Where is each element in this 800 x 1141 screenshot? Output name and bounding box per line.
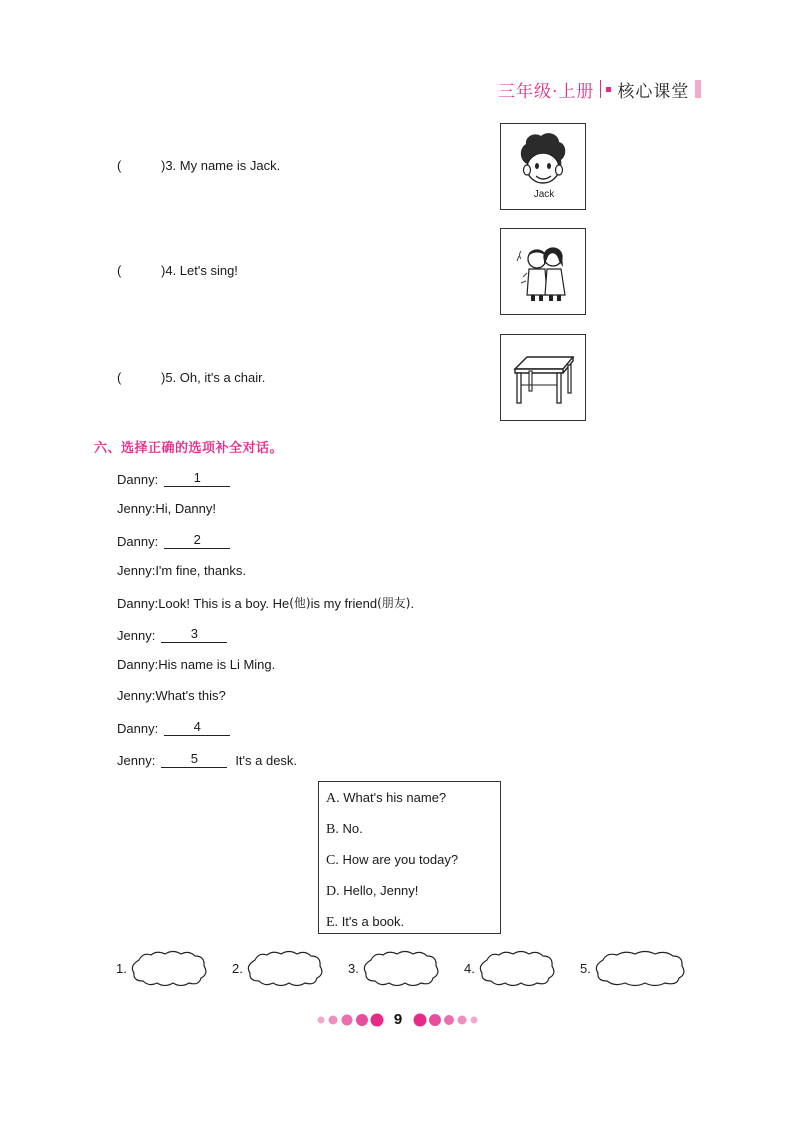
- page-number: 9: [393, 1011, 403, 1028]
- answer-paren[interactable]: (: [117, 158, 122, 173]
- speaker: Jenny:: [117, 688, 156, 703]
- question-4: [117, 263, 238, 278]
- answer-cloud-2[interactable]: 2.: [232, 948, 325, 988]
- speaker: Jenny:: [117, 501, 156, 516]
- course-label: 核心课堂: [617, 81, 690, 102]
- question-3: [117, 158, 280, 173]
- dialogue-line-8: [117, 688, 226, 703]
- dialogue-line-7: [117, 657, 275, 672]
- question-text: )3. My name is Jack.: [161, 158, 281, 173]
- line-text: What's this?: [155, 688, 226, 703]
- line-text: It's a desk.: [235, 753, 298, 768]
- cloud-icon: [477, 948, 557, 988]
- picture-box-singing: [500, 228, 586, 315]
- speaker: Jenny:: [117, 753, 156, 768]
- header-tab-icon: [695, 80, 701, 98]
- speaker: Danny:: [117, 534, 159, 549]
- line-end: .: [410, 596, 415, 611]
- dialogue-line-2: [117, 501, 216, 516]
- page-footer: [316, 1009, 480, 1031]
- answer-blank[interactable]: 3: [161, 626, 227, 643]
- speaker: Danny:: [117, 472, 159, 487]
- speaker: Danny:: [117, 721, 159, 736]
- speaker: Jenny:: [117, 563, 156, 578]
- question-text: )5. Oh, it's a chair.: [161, 370, 266, 385]
- page-header: [498, 76, 701, 102]
- answer-paren[interactable]: (: [117, 370, 122, 385]
- dialogue-line-9: [117, 719, 230, 736]
- question-text: )4. Let's sing!: [161, 263, 238, 278]
- answer-cloud-3[interactable]: 3.: [348, 948, 441, 988]
- picture-caption: Jack: [533, 189, 555, 200]
- line-text: is my friend: [310, 596, 378, 611]
- speaker: Danny:: [117, 596, 159, 611]
- answer-blank[interactable]: 4: [164, 719, 230, 736]
- line-text: His name is Li Ming.: [158, 657, 276, 672]
- grade-label: 三年级·上册: [498, 81, 595, 102]
- chinese-gloss: (朋友): [377, 596, 411, 610]
- speaker: Danny:: [117, 657, 159, 672]
- options-box: [318, 781, 501, 934]
- dialogue-line-4: [117, 563, 246, 578]
- section-title: 六、选择正确的选项补全对话。: [94, 441, 284, 456]
- option-b: B. No.: [326, 821, 363, 837]
- cloud-icon: [245, 948, 325, 988]
- answer-paren[interactable]: (: [117, 263, 122, 278]
- answer-cloud-4[interactable]: 4.: [464, 948, 557, 988]
- picture-box-desk: [500, 334, 586, 421]
- speaker: Jenny:: [117, 628, 156, 643]
- line-text: Hi, Danny!: [155, 501, 217, 516]
- dialogue-line-3: [117, 532, 230, 549]
- chinese-gloss: (他): [289, 596, 311, 610]
- answer-blank[interactable]: 1: [164, 470, 230, 487]
- option-a: A. What's his name?: [326, 790, 447, 806]
- line-text: I'm fine, thanks.: [155, 563, 246, 578]
- children-singing-icon: [501, 229, 585, 314]
- answer-blank[interactable]: 5: [161, 751, 227, 768]
- dialogue-line-6: [117, 626, 227, 643]
- desk-icon: [501, 335, 585, 420]
- cloud-icon: [361, 948, 441, 988]
- option-d: D. Hello, Jenny!: [326, 883, 419, 899]
- dialogue-line-1: [117, 470, 230, 487]
- option-e: E. It's a book.: [326, 914, 405, 930]
- dialogue-line-5: [117, 594, 414, 611]
- header-divider: [600, 80, 601, 98]
- answer-cloud-5[interactable]: 5.: [580, 948, 687, 988]
- answer-cloud-1[interactable]: 1.: [116, 948, 209, 988]
- dialogue-line-10: [117, 751, 297, 768]
- line-text: Look! This is a boy. He: [158, 596, 290, 611]
- boy-face-icon: [501, 124, 585, 209]
- question-5: [117, 370, 265, 385]
- cloud-icon: [129, 948, 209, 988]
- answer-blank[interactable]: 2: [164, 532, 230, 549]
- option-c: C. How are you today?: [326, 852, 459, 868]
- header-square-icon: [606, 87, 611, 92]
- cloud-icon: [593, 948, 687, 988]
- picture-box-jack: [500, 123, 586, 210]
